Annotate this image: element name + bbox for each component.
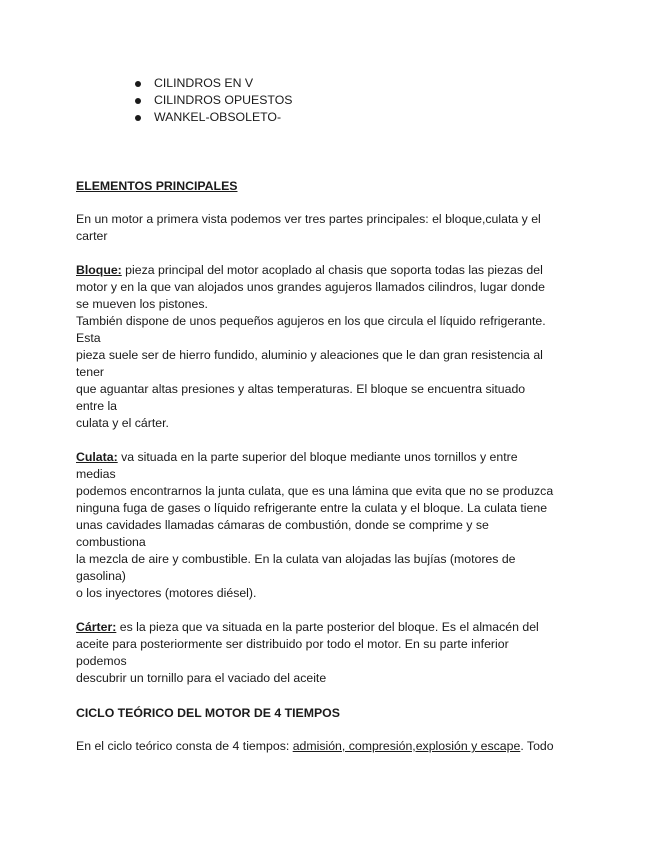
paragraph-line: carter [76, 229, 108, 243]
paragraph-line: motor y en la que van alojados unos grandes agujeros llamados cilindros, lugar donde [76, 280, 545, 294]
paragraph-line: medias [76, 467, 116, 481]
term-carter: Cárter: [76, 620, 117, 634]
paragraph-line: En un motor a primera vista podemos ver tres partes principales: el bloque,culata y el [76, 212, 541, 226]
paragraph-line: la mezcla de aire y combustible. En la culata van alojadas las bujías (motores de [76, 552, 516, 566]
paragraph-line: entre la [76, 399, 118, 413]
bullet-icon [135, 115, 141, 121]
paragraph-line: o los inyectores (motores diésel). [76, 586, 257, 600]
underlined-phrase: admisión, compresión,explosión y escape [292, 739, 521, 753]
paragraph-line: combustiona [76, 535, 146, 549]
term-bloque: Bloque: [76, 263, 122, 277]
paragraph-line: ninguna fuga de gases o líquido refrigerante entre la culata y el bloque. La culata tiene [76, 501, 548, 515]
paragraph-line: unas cavidades llamadas cámaras de combustión, donde se comprime y se [76, 518, 489, 532]
paragraph-line: se mueven los pistones. [76, 297, 208, 311]
paragraph-line: que aguantar altas presiones y altas temperaturas. El bloque se encuentra situado [76, 382, 526, 396]
paragraph-line: culata y el cárter. [76, 416, 169, 430]
list-item: WANKEL-OBSOLETO- [0, 109, 292, 126]
list-item: CILINDROS OPUESTOS [0, 92, 292, 109]
paragraph-line: Cárter: es la pieza que va situada en la parte posterior del bloque. Es el almacén del [76, 620, 539, 634]
bullet-icon [135, 98, 141, 104]
paragraph-line: tener [76, 365, 105, 379]
paragraph-line: aceite para posteriormente ser distribuido por todo el motor. En su parte inferior [76, 637, 509, 651]
paragraph-line: Esta [76, 331, 101, 345]
paragraph-line: También dispone de unos pequeños agujeros en los que circula el líquido refrigerante. [76, 314, 546, 328]
paragraph-line: pieza suele ser de hierro fundido, aluminio y aleaciones que le dan gran resistencia al [76, 348, 543, 362]
section-heading-ciclo: CICLO TEÓRICO DEL MOTOR DE 4 TIEMPOS [76, 706, 340, 720]
paragraph-line: descubrir un tornillo para el vaciado del aceite [76, 671, 327, 685]
paragraph-line: gasolina) [76, 569, 126, 583]
paragraph-line: Bloque: pieza principal del motor acoplado al chasis que soporta todas las piezas del [76, 263, 543, 277]
bullet-icon [135, 81, 141, 87]
paragraph-line: podemos [76, 654, 127, 668]
paragraph-line: podemos encontrarnos la junta culata, que es una lámina que evita que no se produzca [76, 484, 554, 498]
term-culata: Culata: [76, 450, 118, 464]
section-heading-elementos: ELEMENTOS PRINCIPALES [76, 179, 238, 193]
paragraph-line: Culata: va situada en la parte superior del bloque mediante unos tornillos y entre [76, 450, 518, 464]
engine-types-list [0, 75, 292, 126]
paragraph-line: En el ciclo teórico consta de 4 tiempos: admisión, compresión,explosión y escape. Todo [76, 739, 554, 753]
list-item: CILINDROS EN V [0, 75, 292, 92]
